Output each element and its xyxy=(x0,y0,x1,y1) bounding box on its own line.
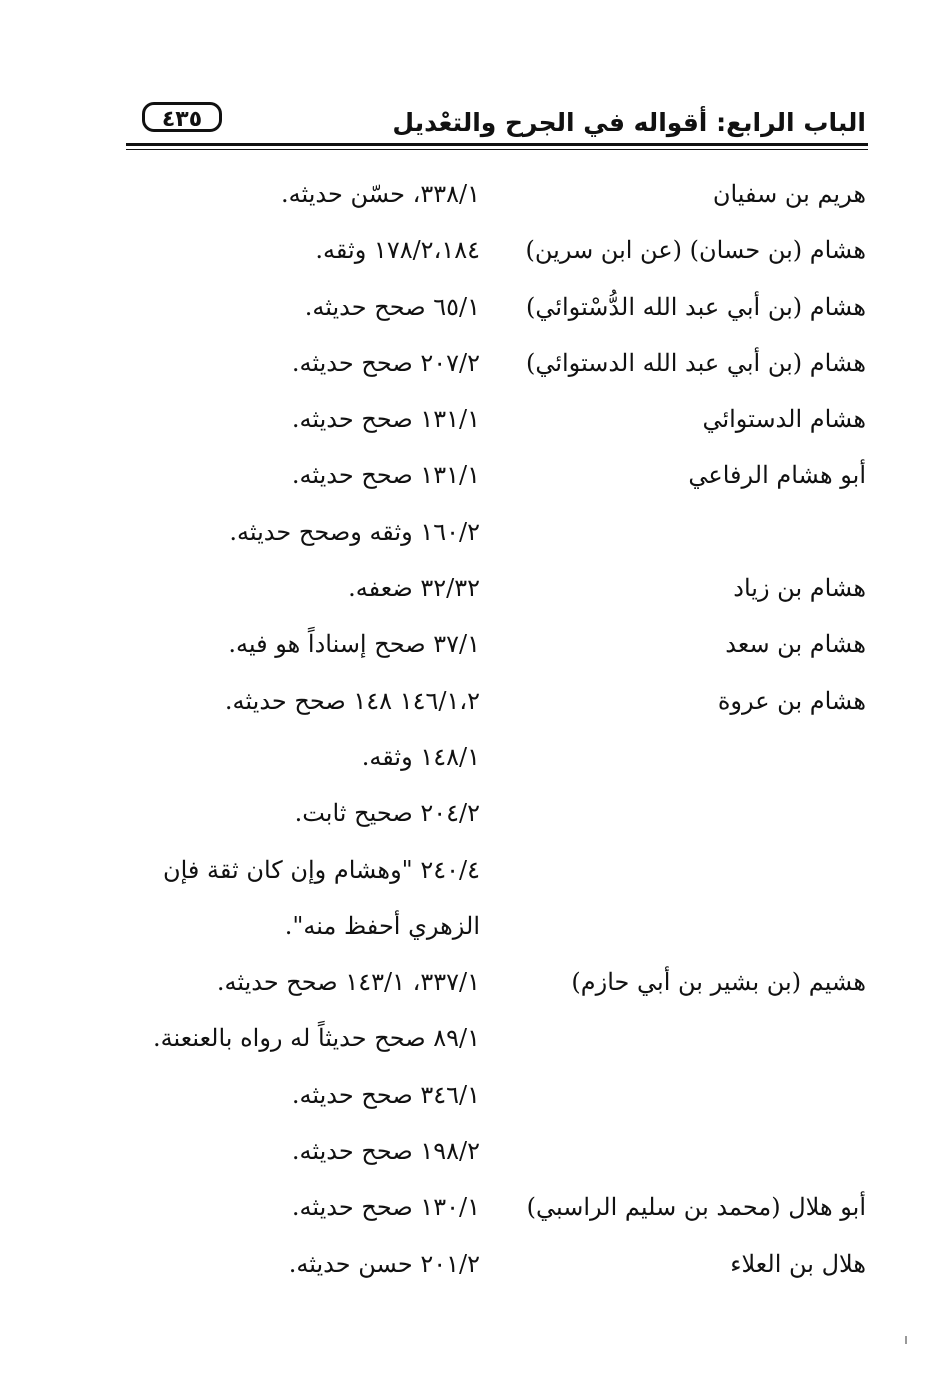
reference-note: ١٩٨/٢ صحح حديثه. xyxy=(291,1137,480,1166)
narrator-name: هشام بن عروة xyxy=(717,686,866,715)
entry-row xyxy=(120,506,866,562)
reference-note: ٢٤٠/٤ "وهشام وإن كان ثقة فإن xyxy=(162,855,480,884)
narrator-name: هشام بن سعد xyxy=(725,630,866,659)
entry-row xyxy=(120,731,866,787)
reference-note: ٣٣٨/١، حسّن حديثه. xyxy=(280,180,480,208)
reference-note: ١٦٠/٢ وثقه وصحح حديثه. xyxy=(229,517,480,546)
reference-note: ٣٢/٣٢ ضعفه. xyxy=(348,574,480,603)
entry-row xyxy=(120,281,866,337)
entry-row xyxy=(120,618,866,674)
scan-mark xyxy=(905,1336,907,1344)
narrator-name: أبو هلال (محمد بن سليم الراسبي) xyxy=(526,1193,866,1222)
entry-row xyxy=(120,562,866,618)
narrator-name: هشام الدستوائي xyxy=(702,405,866,434)
entry-row xyxy=(120,1238,866,1294)
narrator-name: هلال بن العلاء xyxy=(730,1249,866,1278)
chapter-title: الباب الرابع: أقواله في الجرح والتعْديل xyxy=(392,108,866,137)
entry-row xyxy=(120,224,866,280)
reference-note: ٨٩/١ صحح حديثاً له رواه بالعنعنة. xyxy=(153,1024,480,1053)
entry-row xyxy=(120,1069,866,1125)
entry-row xyxy=(120,337,866,393)
reference-note: ٢٠٤/٢ صحيح ثابت. xyxy=(294,799,480,828)
entry-row xyxy=(120,168,866,224)
entry-row xyxy=(120,449,866,505)
narrator-name: هشام (بن حسان) (عن ابن سرين) xyxy=(525,236,866,265)
reference-note: ١٤٨/١ وثقه. xyxy=(361,742,480,771)
entry-row xyxy=(120,1125,866,1181)
narrator-name: أبو هشام الرفاعي xyxy=(688,461,866,490)
entry-row xyxy=(120,1012,866,1068)
header-rule-thick xyxy=(126,143,868,146)
reference-note: الزهري أحفظ منه". xyxy=(284,911,480,940)
page-number: ٤٣٥ xyxy=(142,102,222,132)
narrator-name: هشيم (بن بشير بن أبي حازم) xyxy=(571,968,866,997)
reference-note: ١٣٠/١ صحح حديثه. xyxy=(291,1193,480,1222)
reference-note: ٣٧/١ صحح إسناداً هو فيه. xyxy=(228,630,480,659)
entries-list xyxy=(120,168,866,1294)
reference-note: ٣٣٧/١، ١٤٣/١ صحح حديثه. xyxy=(216,968,480,997)
reference-note: ٦٥/١ صحح حديثه. xyxy=(304,292,480,321)
entry-row xyxy=(120,1181,866,1237)
entry-row xyxy=(120,787,866,843)
entry-row xyxy=(120,393,866,449)
header-rule-thin xyxy=(126,149,868,150)
reference-note: ٢٠٧/٢ صحح حديثه. xyxy=(291,348,480,377)
entry-row xyxy=(120,900,866,956)
page-header xyxy=(126,98,866,142)
entry-row xyxy=(120,675,866,731)
entry-row xyxy=(120,844,866,900)
reference-note: ٣٤٦/١ صحح حديثه. xyxy=(291,1080,480,1109)
reference-note: ١٣١/١ صحح حديثه. xyxy=(291,461,480,490)
narrator-name: هشام (بن أبي عبد الله الدستوائي) xyxy=(525,348,866,377)
narrator-name: هريم بن سفيان xyxy=(712,180,866,208)
reference-note: ٢٠١/٢ حسن حديثه. xyxy=(288,1249,480,1278)
narrator-name: هشام بن زياد xyxy=(733,574,866,603)
reference-note: ١٣١/١ صحح حديثه. xyxy=(291,405,480,434)
reference-note: ١٤٦/١،٢ ١٤٨ صحح حديثه. xyxy=(224,686,480,715)
reference-note: ١٧٨/٢،١٨٤ وثقه. xyxy=(315,236,480,265)
entry-row xyxy=(120,956,866,1012)
narrator-name: هشام (بن أبي عبد الله الدُّسْتوائي) xyxy=(525,292,866,321)
